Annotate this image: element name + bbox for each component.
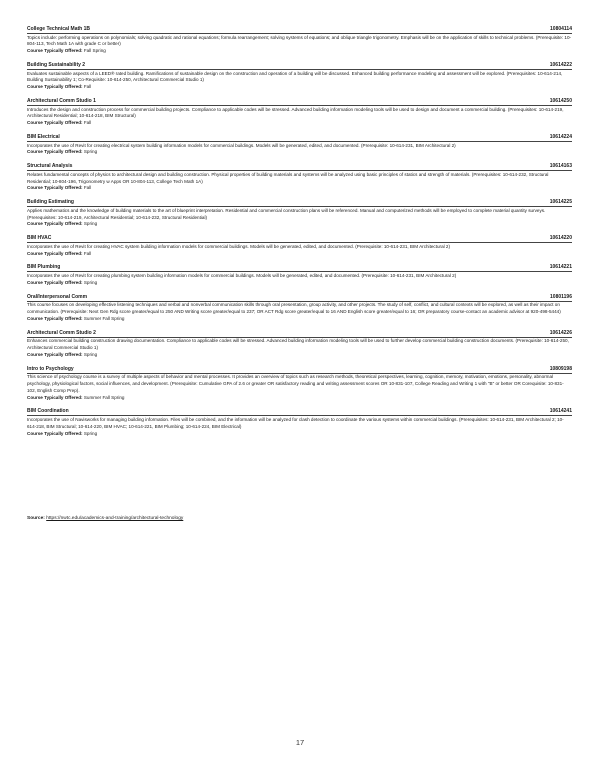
course-title: Oral/Interpersonal Comm xyxy=(27,293,88,300)
course-code: 10614225 xyxy=(549,199,572,206)
offered-terms: Spring xyxy=(83,430,98,436)
page-number: 17 xyxy=(295,738,305,747)
course-description: Incorporates the use of Revit for creating plumbing system building information models for commercial buildings. Models will be generated, edited, and documented. (Prerequisite: 10-614-231, BIM Architectural 2) xyxy=(27,272,457,278)
offered-terms: Fall xyxy=(83,250,92,256)
offered-label: Course Typically Offered: xyxy=(27,149,83,155)
course-entry xyxy=(27,264,572,286)
offered-label: Course Typically Offered: xyxy=(27,120,83,126)
course-entry xyxy=(27,366,572,401)
offered-terms: Spring xyxy=(83,149,98,155)
course-entry xyxy=(27,330,572,359)
course-offered xyxy=(27,316,572,322)
course-header xyxy=(27,408,572,416)
course-code: 10614220 xyxy=(549,235,572,242)
course-header xyxy=(27,264,572,272)
course-offered xyxy=(27,149,572,155)
course-code: 10614222 xyxy=(549,62,572,68)
course-description: This science of psychology course is a survey of multiple aspects of behavior and mental processes. It provides an overview of topics such as research methods, theoretical perspectives, learning, cognition, memory, motivation, emotions, personality, abnormal psychology, physiological factors, social influences, and development. (Prerequisite: Cumulative GPA of 2.6 or greater OR satisfactory reading and writing assessment scores OR 10-831-107, College Reading and Writing 1 with "B" or better OR Corequisite: 10-831-102, English Comp Prep). xyxy=(27,374,564,393)
course-entry xyxy=(27,26,572,55)
offered-terms: Fall xyxy=(83,120,92,126)
course-offered xyxy=(27,185,572,191)
course-entry xyxy=(27,235,572,257)
course-header xyxy=(27,26,572,34)
course-description: Incorporates the use of Navisworks for managing building information. Files will be combined, and the information will be analyzed for clash detection to coordinate the various systems within commercial buildings. (Prerequisites: 10-614-231, BIM Architectural 2; 10-614-218, BIM Structural; 10-614-220, BIM HVAC; 10-614-221, BIM Plumbing; 10-614-224, BIM Electrical) xyxy=(27,416,564,429)
course-title: BIM HVAC xyxy=(27,235,52,242)
course-title: Architectural Comm Studio 1 xyxy=(27,98,96,104)
course-code: 10614226 xyxy=(549,329,572,336)
offered-label: Course Typically Offered: xyxy=(27,250,83,256)
course-code: 10614221 xyxy=(549,264,572,271)
course-description: This course focuses on developing effective listening techniques and verbal and nonverbal communication skills through oral presentation, group activity, and other projects. The study of self, conflict, and cultural contexts will be explored, as well as their impact on communication. (Prerequisite: Next Gen Rdg score greater/equal to 250 AND Writing score greater/equal to 237; OR ACT Rdg score greater/equal to 16 AND English score greater/equal to 16; OR preparatory course-contact an academic advisor at 920-498-5444) xyxy=(27,302,561,314)
course-title: Intro to Psychology xyxy=(27,365,74,372)
course-offered xyxy=(27,431,572,437)
course-header xyxy=(27,134,572,142)
course-title: BIM Coordination xyxy=(27,408,69,415)
course-title: BIM Plumbing xyxy=(27,264,61,271)
course-entry xyxy=(27,62,572,91)
offered-label: Course Typically Offered: xyxy=(27,221,83,227)
course-entry xyxy=(27,199,572,228)
course-entry xyxy=(27,294,572,323)
course-list xyxy=(27,26,572,444)
course-offered xyxy=(27,395,572,401)
offered-terms: Spring xyxy=(83,279,98,285)
offered-terms: Fall xyxy=(83,185,92,191)
course-description: Incorporates the use of Revit for creating HVAC system building information models for commercial buildings. Models will be generated, edited, and documented. (Prerequisite: 10-614-231, BIM Architectural 2) xyxy=(27,243,451,249)
course-entry xyxy=(27,134,572,156)
source-label: Source: xyxy=(27,516,45,521)
course-description: Evaluates sustainable aspects of a LEED® rated building. Ramifications of sustainable design on the construction and operation of a building will be discussed. Enhanced building performance modeling and assessment will be explored. (Prerequisites: 10-614-214, Building Sustainability 1; Co-Requisite: 10-614-250, Architectural Commercial Studio 1) xyxy=(27,70,563,83)
course-description: Introduces the design and construction process for commercial building projects. Compliance to applicable codes will be stressed. Advanced building information modeling tools will be used to design and document a commercial building. (Prerequisites: 10-614-219, Architectural Residential; 10-614-218, BIM Structural) xyxy=(27,106,564,119)
offered-label: Course Typically Offered: xyxy=(27,394,83,400)
course-code: 10809198 xyxy=(549,365,572,372)
course-title: Structural Analysis xyxy=(27,163,73,170)
course-header xyxy=(27,235,572,243)
course-title: Building Estimating xyxy=(27,199,74,206)
course-entry xyxy=(27,98,572,127)
course-offered xyxy=(27,84,572,90)
offered-terms: Fall xyxy=(83,84,92,90)
course-header xyxy=(27,199,572,207)
offered-label: Course Typically Offered: xyxy=(27,351,83,357)
offered-label: Course Typically Offered: xyxy=(27,84,83,90)
source-link[interactable]: https://nwtc.edu/academics-and-training/architectural-technology xyxy=(46,516,184,521)
offered-label: Course Typically Offered: xyxy=(27,185,83,191)
course-entry xyxy=(27,163,572,192)
offered-label: Course Typically Offered: xyxy=(27,315,83,321)
course-description: Relates fundamental concepts of physics to architectural design and building construction. Physical properties of building materials and systems will be analyzed using basic principles of statics and strength of materials. (Prerequisites: 10-614-232, Structural Residential; 10-804-196, Trigonometry w Apps OR 10-804-113, College Tech Math 1A) xyxy=(27,171,549,184)
offered-terms: Summer Fall Spring xyxy=(83,394,125,400)
course-title: College Technical Math 1B xyxy=(27,26,90,32)
course-code: 10614250 xyxy=(549,98,572,104)
course-title: BIM Electrical xyxy=(27,134,60,140)
offered-terms: Spring xyxy=(83,221,98,227)
course-entry xyxy=(27,408,572,437)
course-header xyxy=(27,366,572,374)
course-header xyxy=(27,98,572,106)
course-header xyxy=(27,62,572,70)
offered-label: Course Typically Offered: xyxy=(27,279,83,285)
course-code: 10801196 xyxy=(550,293,572,300)
course-description: Topics include: performing operations on polynomials; solving quadratic and rational equations; formula rearrangement; solving systems of equations; and oblique triangle trigonometry. Emphasis will be on the application of skills to technical problems. (Prerequisite: 10-804-113, Tech Math 1A with grade C or better) xyxy=(27,34,572,47)
offered-terms: Fall Spring xyxy=(83,48,106,54)
course-offered xyxy=(27,48,572,54)
course-code: 10804114 xyxy=(550,26,572,32)
course-description: Enhances commercial building construction drawing documentation. Compliance to applicable codes will be stressed. Advanced building information modeling tools will be used to further develop commercial building construction documents. (Prerequisite: 10-614-250, Architectural Commercial Studio 1) xyxy=(27,338,569,350)
course-description: Incorporates the use of Revit for creating electrical system building information models for commercial buildings. Models will be generated, edited, and documented. (Prerequisite: 10-614-231, BIM Architectural 2) xyxy=(27,142,456,148)
offered-terms: Spring xyxy=(83,351,98,357)
course-code: 10614163 xyxy=(549,163,572,170)
course-title: Architectural Comm Studio 2 xyxy=(27,329,96,336)
source-line xyxy=(27,516,183,521)
offered-terms: Summer Fall Spring xyxy=(83,315,125,321)
course-header xyxy=(27,330,572,338)
course-header xyxy=(27,294,572,302)
course-offered xyxy=(27,221,572,227)
course-code: 10614224 xyxy=(549,134,572,140)
offered-label: Course Typically Offered: xyxy=(27,48,83,54)
course-offered xyxy=(27,251,572,257)
course-header xyxy=(27,163,572,171)
course-offered xyxy=(27,352,572,358)
offered-label: Course Typically Offered: xyxy=(27,430,83,436)
course-code: 10614241 xyxy=(549,408,572,415)
course-offered xyxy=(27,280,572,286)
course-offered xyxy=(27,120,572,126)
course-description: Applies mathematics and the knowledge of building materials to the art of blueprint interpretation. Residential and commercial construction plans will be referenced. Manual and computerized methods will be employed to complete material quantity surveys. (Prerequisites: 10-614-219, Architectural Residential; 10-614-232, Structural Residential) xyxy=(27,207,546,220)
course-title: Building Sustainability 2 xyxy=(27,62,86,68)
